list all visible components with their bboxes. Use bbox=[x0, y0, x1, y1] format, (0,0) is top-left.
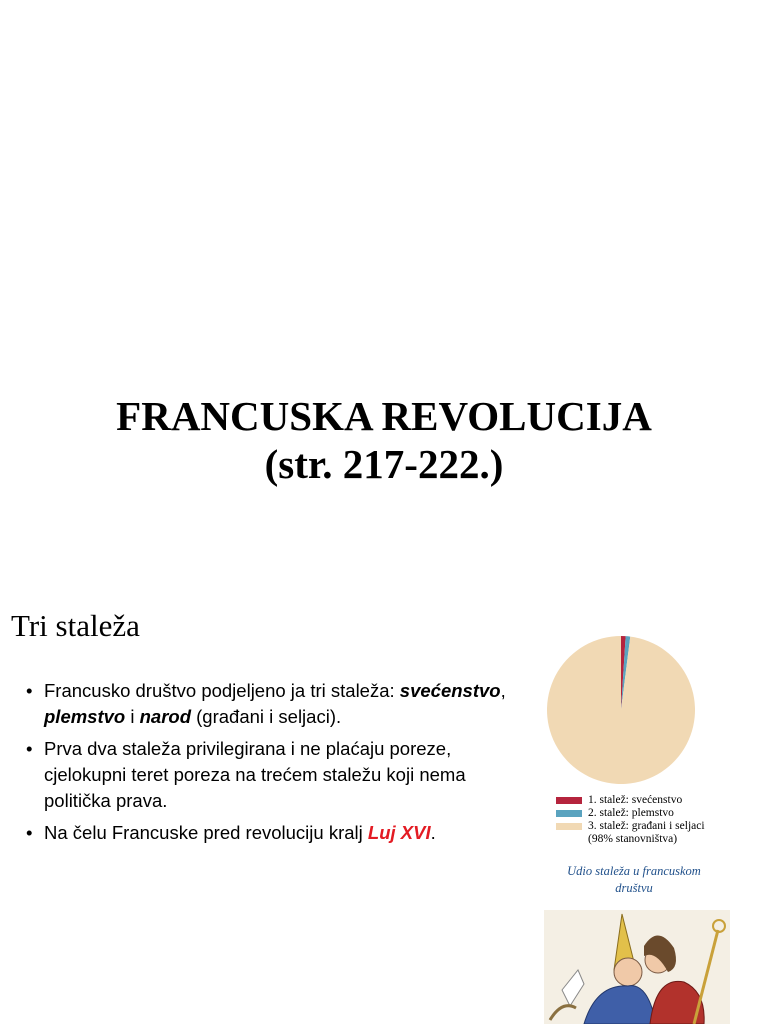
bullet-text: . bbox=[430, 822, 436, 843]
bullet-dot: • bbox=[26, 738, 33, 759]
legend-label: 2. stalež: plemstvo bbox=[588, 807, 674, 819]
legend-swatch-people bbox=[556, 823, 582, 830]
estate-nobility: plemstvo bbox=[44, 706, 126, 727]
slide-heading: Tri staleža bbox=[11, 608, 140, 643]
bullet-dot: • bbox=[26, 822, 33, 843]
bullet-dot: • bbox=[26, 680, 33, 701]
slide-title bbox=[0, 392, 768, 488]
title-line-2: (str. 217-222.) bbox=[264, 441, 504, 487]
bullet-item bbox=[26, 820, 526, 846]
estate-people: narod bbox=[139, 706, 191, 727]
title-line-1: FRANCUSKA REVOLUCIJA bbox=[116, 393, 652, 439]
bullet-text: Na čelu Francuske pred revoluciju kralj bbox=[44, 822, 368, 843]
legend-item-people bbox=[556, 820, 705, 833]
legend-swatch-nobility bbox=[556, 810, 582, 817]
separator: i bbox=[125, 706, 140, 727]
legend-note: (98% stanovništva) bbox=[588, 833, 678, 845]
chart-caption: Udio staleža u francuskom društvu bbox=[567, 864, 701, 895]
king-name: Luj XVI bbox=[367, 822, 431, 843]
estate-clergy: svećenstvo bbox=[399, 680, 501, 701]
estates-pie-chart bbox=[545, 634, 697, 786]
bullet-item bbox=[26, 736, 526, 814]
legend-label: 1. stalež: svećenstvo bbox=[588, 794, 683, 806]
pie-slice-people bbox=[547, 636, 695, 784]
bullet-text: Prva dva staleža privilegirana i ne plaćaju poreze, cjelokupni teret poreza na trećem staležu koji nema politička prava. bbox=[44, 738, 466, 811]
bullet-list bbox=[26, 678, 526, 852]
caricature-illustration bbox=[544, 910, 730, 1024]
legend-item-nobility bbox=[556, 807, 705, 820]
chart-legend bbox=[556, 794, 705, 846]
bullet-item bbox=[26, 678, 526, 730]
bullet-text: (građani i seljaci). bbox=[191, 706, 342, 727]
separator: , bbox=[500, 680, 506, 701]
legend-swatch-clergy bbox=[556, 797, 582, 804]
content-slide bbox=[0, 576, 768, 1024]
legend-label: 3. stalež: građani i seljaci bbox=[588, 820, 705, 832]
legend-item-clergy bbox=[556, 794, 705, 807]
bullet-text: Francusko društvo podjeljeno ja tri staleža: bbox=[44, 680, 400, 701]
